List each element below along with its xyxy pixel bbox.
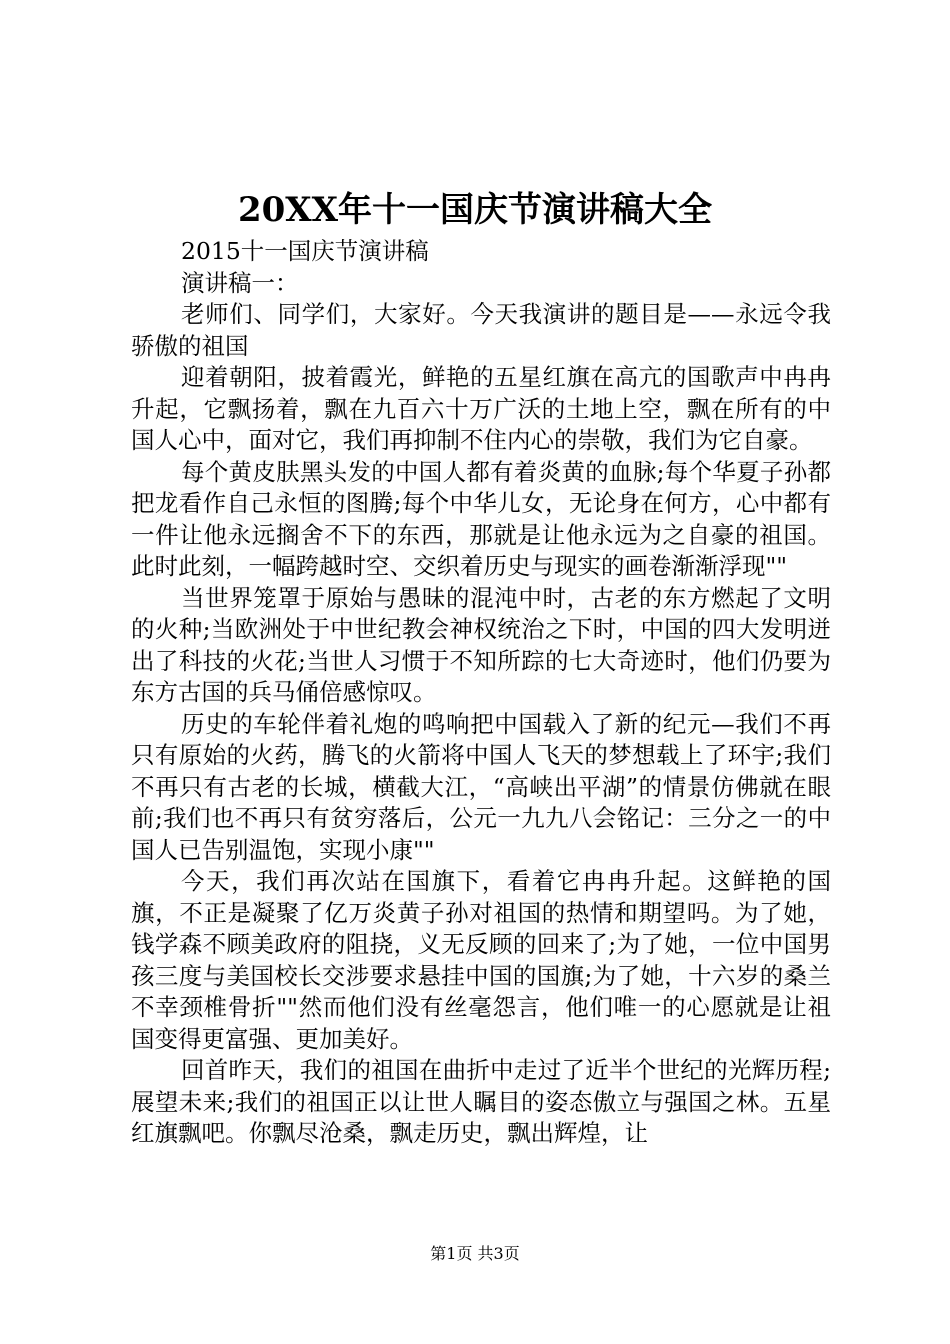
page-footer: 第1页 共3页 <box>430 1244 520 1263</box>
paragraph: 当世界笼罩于原始与愚昧的混沌中时，古老的东方燃起了文明的火种;当欧洲处于中世纪教会神权统治之下时，中国的四大发明迸出了科技的火花;当世人习惯于不知所踪的七大奇迹时，他们仍要为东方古国的兵马俑倍感惊叹。 <box>131 583 831 706</box>
document-body <box>131 236 831 1150</box>
paragraph: 老师们、同学们，大家好。今天我演讲的题目是——永远令我骄傲的祖国 <box>131 300 831 360</box>
paragraph: 今天，我们再次站在国旗下，看着它冉冉升起。这鲜艳的国旗，不正是凝聚了亿万炎黄子孙对祖国的热情和期望吗。为了她，钱学森不顾美政府的阻挠，义无反顾的回来了;为了她，一位中国男孩三度与美国校长交涉要求悬挂中国的国旗;为了她，十六岁的桑兰不幸颈椎骨折""然而他们没有丝毫怨言，他们唯一的心愿就是让祖国变得更富强、更加美好。 <box>131 867 831 1053</box>
paragraph-subtitle: 2015十一国庆节演讲稿 <box>181 237 429 265</box>
paragraph-speech-label: 演讲稿一： <box>181 268 299 297</box>
paragraph: 每个黄皮肤黑头发的中国人都有着炎黄的血脉;每个华夏子孙都把龙看作自己永恒的图腾;每个中华儿女，无论身在何方，心中都有一件让他永远搁舍不下的东西，那就是让他永远为之自豪的祖国。此时此刻，一幅跨越时空、交织着历史与现实的画卷渐渐浮现"" <box>131 457 831 580</box>
document-title: 20XX年十一国庆节演讲稿大全 <box>237 190 713 230</box>
paragraph: 历史的车轮伴着礼炮的鸣响把中国载入了新的纪元—我们不再只有原始的火药，腾飞的火箭将中国人飞天的梦想载上了环宇;我们不再只有古老的长城，横截大江，“高峡出平湖”的情景仿佛就在眼前;我们也不再只有贫穷落后，公元一九九八会铭记：三分之一的中国人已告别温饱，实现小康"" <box>131 709 831 864</box>
paragraph: 回首昨天，我们的祖国在曲折中走过了近半个世纪的光辉历程;展望未来;我们的祖国正以让世人瞩目的姿态傲立与强国之林。五星红旗飘吧。你飘尽沧桑，飘走历史，飘出辉煌，让 <box>131 1056 831 1147</box>
paragraph: 迎着朝阳，披着霞光，鲜艳的五星红旗在高亢的国歌声中冉冉升起，它飘扬着，飘在九百六十万广沃的土地上空，飘在所有的中国人心中，面对它，我们再抑制不住内心的崇敬，我们为它自豪。 <box>131 363 831 454</box>
